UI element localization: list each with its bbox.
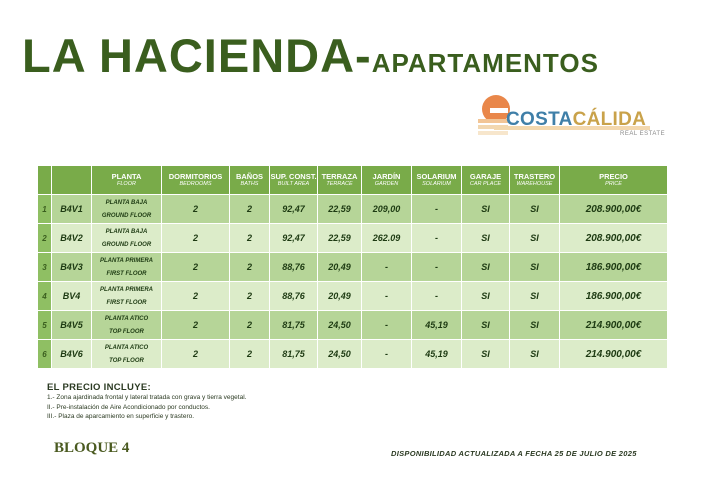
header-area: SUP. CONST. BUILT AREA bbox=[270, 166, 318, 195]
unit-price: 214.900,00€ bbox=[560, 340, 668, 369]
table-header-row bbox=[38, 166, 668, 195]
row-number: 4 bbox=[38, 282, 52, 311]
unit-price: 208.900,00€ bbox=[560, 224, 668, 253]
costa-calida-logo bbox=[474, 92, 666, 144]
includes-heading: EL PRECIO INCLUYE: bbox=[47, 382, 151, 393]
unit-floor: PLANTA BAJA GROUND FLOOR bbox=[92, 224, 162, 253]
unit-area: 92,47 bbox=[270, 195, 318, 224]
unit-code: B4V5 bbox=[52, 311, 92, 340]
unit-area: 88,76 bbox=[270, 282, 318, 311]
row-number: 1 bbox=[38, 195, 52, 224]
unit-storage: SI bbox=[510, 282, 560, 311]
unit-terrace: 22,59 bbox=[318, 224, 362, 253]
unit-area: 88,76 bbox=[270, 253, 318, 282]
unit-terrace: 24,50 bbox=[318, 311, 362, 340]
unit-solarium: - bbox=[412, 253, 462, 282]
header-storage: TRASTERO WAREHOUSE bbox=[510, 166, 560, 195]
logo-text: COSTACÁLIDA bbox=[506, 109, 647, 130]
row-number: 6 bbox=[38, 340, 52, 369]
header-num bbox=[38, 166, 52, 195]
unit-garage: SI bbox=[462, 311, 510, 340]
apartments-table bbox=[37, 165, 668, 369]
unit-code: B4V3 bbox=[52, 253, 92, 282]
header-price: PRECIO PRICE bbox=[560, 166, 668, 195]
unit-price: 186.900,00€ bbox=[560, 253, 668, 282]
unit-bedrooms: 2 bbox=[162, 311, 230, 340]
price-includes bbox=[47, 382, 246, 422]
header-terrace: TERRAZA TERRACE bbox=[318, 166, 362, 195]
unit-bedrooms: 2 bbox=[162, 340, 230, 369]
header-code bbox=[52, 166, 92, 195]
unit-baths: 2 bbox=[230, 224, 270, 253]
row-number: 5 bbox=[38, 311, 52, 340]
unit-floor: PLANTA BAJA GROUND FLOOR bbox=[92, 195, 162, 224]
unit-storage: SI bbox=[510, 253, 560, 282]
unit-bedrooms: 2 bbox=[162, 195, 230, 224]
title-main: LA HACIENDA- bbox=[22, 29, 372, 82]
unit-bedrooms: 2 bbox=[162, 253, 230, 282]
unit-storage: SI bbox=[510, 224, 560, 253]
unit-baths: 2 bbox=[230, 253, 270, 282]
page-title bbox=[22, 28, 599, 83]
unit-floor: PLANTA PRIMERA FIRST FLOOR bbox=[92, 253, 162, 282]
unit-baths: 2 bbox=[230, 311, 270, 340]
header-baths: BAÑOS BATHS bbox=[230, 166, 270, 195]
unit-area: 81,75 bbox=[270, 311, 318, 340]
row-number: 2 bbox=[38, 224, 52, 253]
unit-solarium: - bbox=[412, 282, 462, 311]
unit-garden: - bbox=[362, 253, 412, 282]
unit-terrace: 20,49 bbox=[318, 253, 362, 282]
header-bedrooms: DORMITORIOS BEDROOMS bbox=[162, 166, 230, 195]
availability-date: DISPONIBILIDAD ACTUALIZADA A FECHA 25 DE JULIO DE 2025 bbox=[391, 449, 637, 458]
unit-solarium: - bbox=[412, 224, 462, 253]
unit-storage: SI bbox=[510, 311, 560, 340]
unit-bedrooms: 2 bbox=[162, 282, 230, 311]
unit-garden: - bbox=[362, 340, 412, 369]
unit-terrace: 20,49 bbox=[318, 282, 362, 311]
unit-solarium: 45,19 bbox=[412, 340, 462, 369]
includes-item: 1.- Zona ajardinada frontal y lateral tratada con grava y tierra vegetal. bbox=[47, 394, 247, 401]
unit-solarium: 45,19 bbox=[412, 311, 462, 340]
unit-floor: PLANTA ATICO TOP FLOOR bbox=[92, 340, 162, 369]
block-label: BLOQUE 4 bbox=[54, 440, 130, 456]
unit-garden: - bbox=[362, 311, 412, 340]
includes-item: II.- Pre-instalación de Aire Acondicionado por conductos. bbox=[47, 403, 210, 411]
unit-baths: 2 bbox=[230, 282, 270, 311]
unit-price: 186.900,00€ bbox=[560, 282, 668, 311]
header-garage: GARAJE CAR PLACE bbox=[462, 166, 510, 195]
unit-garden: - bbox=[362, 282, 412, 311]
unit-code: B4V2 bbox=[52, 224, 92, 253]
table-row bbox=[38, 340, 668, 369]
unit-solarium: - bbox=[412, 195, 462, 224]
table-row bbox=[38, 282, 668, 311]
logo-tagline: REAL ESTATE bbox=[620, 131, 666, 137]
header-solarium: SOLARIUM SOLARIUM bbox=[412, 166, 462, 195]
title-sub: APARTAMENTOS bbox=[371, 48, 599, 78]
unit-baths: 2 bbox=[230, 340, 270, 369]
unit-storage: SI bbox=[510, 195, 560, 224]
unit-terrace: 22,59 bbox=[318, 195, 362, 224]
unit-bedrooms: 2 bbox=[162, 224, 230, 253]
table-row bbox=[38, 195, 668, 224]
unit-price: 214.900,00€ bbox=[560, 311, 668, 340]
table-row bbox=[38, 253, 668, 282]
unit-floor: PLANTA PRIMERA FIRST FLOOR bbox=[92, 282, 162, 311]
table-row bbox=[38, 311, 668, 340]
unit-garden: 209,00 bbox=[362, 195, 412, 224]
unit-code: B4V1 bbox=[52, 195, 92, 224]
unit-terrace: 24,50 bbox=[318, 340, 362, 369]
unit-baths: 2 bbox=[230, 195, 270, 224]
unit-area: 92,47 bbox=[270, 224, 318, 253]
unit-garage: SI bbox=[462, 282, 510, 311]
row-number: 3 bbox=[38, 253, 52, 282]
unit-garage: SI bbox=[462, 340, 510, 369]
includes-item: III.- Plaza de aparcamiento en superficie y trastero. bbox=[47, 413, 195, 420]
unit-garage: SI bbox=[462, 195, 510, 224]
unit-area: 81,75 bbox=[270, 340, 318, 369]
unit-storage: SI bbox=[510, 340, 560, 369]
header-floor: PLANTA FLOOR bbox=[92, 166, 162, 195]
unit-code: BV4 bbox=[52, 282, 92, 311]
unit-garden: 262.09 bbox=[362, 224, 412, 253]
unit-code: B4V6 bbox=[52, 340, 92, 369]
unit-price: 208.900,00€ bbox=[560, 195, 668, 224]
unit-garage: SI bbox=[462, 253, 510, 282]
unit-floor: PLANTA ATICO TOP FLOOR bbox=[92, 311, 162, 340]
table-row bbox=[38, 224, 668, 253]
unit-garage: SI bbox=[462, 224, 510, 253]
header-garden: JARDÍN GARDEN bbox=[362, 166, 412, 195]
